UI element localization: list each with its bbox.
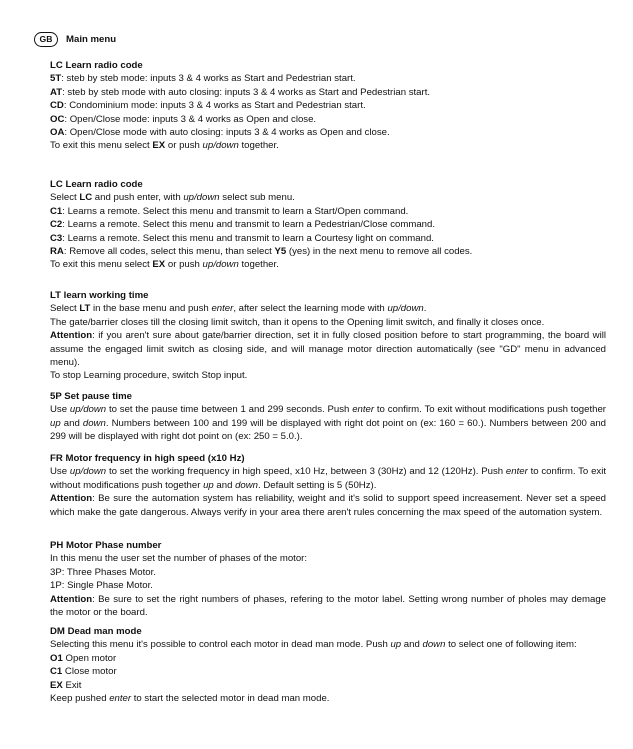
- section-5p: [50, 390, 606, 444]
- section-title: LC Learn radio code: [50, 179, 143, 190]
- intro-line: Select LC and push enter, with up/down select sub menu.: [50, 192, 295, 204]
- section-title: 5P Set pause time: [50, 391, 132, 402]
- attention-note: Attention: Be sure to set the right numbers of phases, refering to the motor label. Setting wrong number of pholes may demage the motor or the board.: [50, 593, 606, 619]
- list-item: C1 Close motor: [50, 666, 117, 678]
- paragraph: In this menu the user set the number of phases of the motor:: [50, 553, 308, 565]
- section-title: FR Motor frequency in high speed (x10 Hz): [50, 453, 245, 464]
- language-badge: GB: [34, 32, 58, 47]
- exit-instruction: To exit this menu select EX or push up/down together.: [50, 259, 279, 271]
- list-item: C2: Learns a remote. Select this menu and transmit to learn a Pedestrian/Close command.: [50, 219, 436, 231]
- list-item: 3P: Three Phases Motor.: [50, 566, 156, 578]
- attention-note: Attention: if you aren't sure about gate/barrier direction, set it in fully closed position before to start programming, the board will assume the engaged limit switch as closing side, and will manage motor direction automatically (see "GD" menu in advanced menu).: [50, 330, 606, 369]
- list-item: C1: Learns a remote. Select this menu and transmit to learn a Start/Open command.: [50, 205, 409, 217]
- paragraph: The gate/barrier closes till the closing limit switch, than it opens to the Opening limit switch, and finally it closes once.: [50, 316, 545, 328]
- section-title: LT learn working time: [50, 290, 149, 301]
- exit-instruction: To exit this menu select EX or push up/down together.: [50, 140, 279, 152]
- attention-note: Attention: Be sure the automation system has reliability, weight and it's solid to support speed increasement. Never set a speed which make the gate dangerous. Always verify in your area there aren't rules concerning the max speed of the automation system.: [50, 493, 606, 518]
- section-title: PH Motor Phase number: [50, 540, 162, 551]
- list-item: O1 Open motor: [50, 652, 117, 664]
- list-item: RA: Remove all codes, select this menu, than select Y5 (yes) in the next menu to remove all codes.: [50, 246, 473, 258]
- section-dm: [50, 625, 606, 705]
- section-title: DM Dead man mode: [50, 626, 142, 637]
- paragraph: Use up/down to set the working frequency in high speed, x10 Hz, between 3 (30Hz) and 12 (120Hz). Push enter to confirm. To exit without modifications push together up and down. Default setting is 5 (50Hz).: [50, 466, 606, 491]
- list-item: AT: steb by steb mode with auto closing: inputs 3 & 4 works as Start and Pedestrian start.: [50, 86, 431, 98]
- page-title: Main menu: [66, 34, 117, 45]
- list-item: EX Exit: [50, 679, 82, 691]
- paragraph: Selecting this menu it's possible to control each motor in dead man mode. Push up and down to select one of following item:: [50, 639, 577, 651]
- list-item: OA: Open/Close mode with auto closing: inputs 3 & 4 works as Open and close.: [50, 127, 390, 139]
- list-item: 1P: Single Phase Motor.: [50, 580, 153, 592]
- list-item: C3: Learns a remote. Select this menu and transmit to learn a Courtesy light on command.: [50, 232, 434, 244]
- paragraph: Use up/down to set the pause time between 1 and 299 seconds. Push enter to confirm. To exit without modifications push together up and down. Numbers between 100 and 199 will be displayed with right dot point on (ex: 160 = 60.). Numbers between 200 and 299 will be displayed with right dot point on (ex: 250 = 5.0.).: [50, 404, 606, 443]
- section-lt: [50, 289, 606, 383]
- paragraph: Keep pushed enter to start the selected motor in dead man mode.: [50, 693, 330, 705]
- section-lc-modes: [50, 59, 606, 153]
- section-title: LC Learn radio code: [50, 60, 143, 71]
- section-lc-submenu: [50, 178, 606, 272]
- paragraph: To stop Learning procedure, switch Stop input.: [50, 370, 248, 382]
- list-item: CD: Condominium mode: inputs 3 & 4 works as Start and Pedestrian start.: [50, 100, 366, 112]
- list-item: 5T: steb by steb mode: inputs 3 & 4 works as Start and Pedestrian start.: [50, 73, 356, 85]
- paragraph: Select LT in the base menu and push enter, after select the learning mode with up/down.: [50, 303, 427, 315]
- menu-header: [34, 32, 116, 47]
- section-fr: [50, 452, 606, 519]
- list-item: OC: Open/Close mode: inputs 3 & 4 works as Open and close.: [50, 113, 317, 125]
- section-ph: [50, 539, 606, 619]
